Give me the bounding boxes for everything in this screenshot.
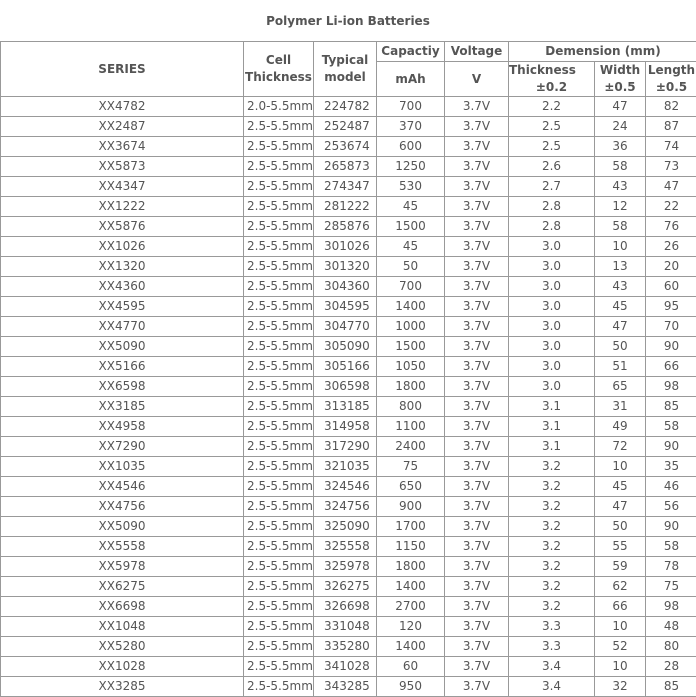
cell-width: 12	[595, 197, 646, 217]
cell-voltage: 3.7V	[445, 457, 509, 477]
cell-series: XX5166	[1, 357, 244, 377]
cell-length: 85	[646, 397, 696, 417]
cell-thickness: 2.7	[509, 177, 595, 197]
cell-capacity: 1150	[377, 537, 445, 557]
cell-capacity: 1500	[377, 337, 445, 357]
table-row	[1, 477, 696, 497]
cell-length: 78	[646, 557, 696, 577]
cell-length: 70	[646, 317, 696, 337]
table-row	[1, 657, 696, 677]
cell-series: XX1028	[1, 657, 244, 677]
cell-cell-thickness: 2.5-5.5mm	[244, 137, 314, 157]
cell-typical-model: 304360	[314, 277, 377, 297]
cell-cell-thickness: 2.5-5.5mm	[244, 457, 314, 477]
cell-length: 82	[646, 97, 696, 117]
cell-width: 58	[595, 157, 646, 177]
cell-width: 10	[595, 237, 646, 257]
table-row	[1, 497, 696, 517]
cell-typical-model: 325090	[314, 517, 377, 537]
cell-length: 60	[646, 277, 696, 297]
cell-capacity: 2400	[377, 437, 445, 457]
cell-capacity: 45	[377, 197, 445, 217]
cell-capacity: 1400	[377, 577, 445, 597]
cell-thickness: 3.0	[509, 297, 595, 317]
cell-capacity: 1700	[377, 517, 445, 537]
cell-voltage: 3.7V	[445, 517, 509, 537]
cell-voltage: 3.7V	[445, 97, 509, 117]
cell-voltage: 3.7V	[445, 157, 509, 177]
cell-cell-thickness: 2.5-5.5mm	[244, 657, 314, 677]
table-row	[1, 637, 696, 657]
cell-cell-thickness: 2.5-5.5mm	[244, 417, 314, 437]
cell-length: 85	[646, 677, 696, 697]
cell-voltage: 3.7V	[445, 377, 509, 397]
table-row	[1, 97, 696, 117]
cell-length: 58	[646, 537, 696, 557]
header-thickness: Thickness	[509, 62, 595, 80]
cell-capacity: 1250	[377, 157, 445, 177]
cell-length: 48	[646, 617, 696, 637]
table-row	[1, 617, 696, 637]
table-row	[1, 317, 696, 337]
table-row	[1, 257, 696, 277]
cell-cell-thickness: 2.5-5.5mm	[244, 617, 314, 637]
cell-series: XX3185	[1, 397, 244, 417]
cell-voltage: 3.7V	[445, 237, 509, 257]
header-voltage-unit: V	[445, 62, 509, 97]
cell-thickness: 3.0	[509, 277, 595, 297]
cell-cell-thickness: 2.5-5.5mm	[244, 577, 314, 597]
cell-length: 90	[646, 437, 696, 457]
cell-typical-model: 325558	[314, 537, 377, 557]
table-row	[1, 337, 696, 357]
cell-cell-thickness: 2.5-5.5mm	[244, 677, 314, 697]
cell-capacity: 1400	[377, 297, 445, 317]
cell-cell-thickness: 2.5-5.5mm	[244, 637, 314, 657]
cell-thickness: 3.0	[509, 337, 595, 357]
cell-capacity: 60	[377, 657, 445, 677]
cell-capacity: 50	[377, 257, 445, 277]
header-length-tol: ±0.5	[646, 79, 696, 97]
cell-thickness: 3.2	[509, 457, 595, 477]
cell-series: XX6598	[1, 377, 244, 397]
cell-voltage: 3.7V	[445, 557, 509, 577]
cell-series: XX7290	[1, 437, 244, 457]
cell-thickness: 2.5	[509, 117, 595, 137]
cell-voltage: 3.7V	[445, 397, 509, 417]
table-row	[1, 217, 696, 237]
cell-width: 55	[595, 537, 646, 557]
cell-typical-model: 341028	[314, 657, 377, 677]
cell-width: 32	[595, 677, 646, 697]
cell-cell-thickness: 2.0-5.5mm	[244, 97, 314, 117]
cell-thickness: 2.5	[509, 137, 595, 157]
cell-cell-thickness: 2.5-5.5mm	[244, 237, 314, 257]
cell-voltage: 3.7V	[445, 177, 509, 197]
cell-voltage: 3.7V	[445, 657, 509, 677]
cell-capacity: 530	[377, 177, 445, 197]
cell-typical-model: 301320	[314, 257, 377, 277]
cell-voltage: 3.7V	[445, 137, 509, 157]
cell-typical-model: 321035	[314, 457, 377, 477]
cell-length: 35	[646, 457, 696, 477]
cell-width: 47	[595, 497, 646, 517]
cell-length: 98	[646, 597, 696, 617]
cell-cell-thickness: 2.5-5.5mm	[244, 437, 314, 457]
cell-thickness: 3.2	[509, 577, 595, 597]
cell-length: 58	[646, 417, 696, 437]
cell-capacity: 650	[377, 477, 445, 497]
cell-series: XX4958	[1, 417, 244, 437]
cell-cell-thickness: 2.5-5.5mm	[244, 217, 314, 237]
cell-width: 31	[595, 397, 646, 417]
table-row	[1, 677, 696, 697]
cell-cell-thickness: 2.5-5.5mm	[244, 117, 314, 137]
cell-thickness: 3.1	[509, 397, 595, 417]
header-typical-model	[314, 42, 377, 97]
cell-cell-thickness: 2.5-5.5mm	[244, 537, 314, 557]
table-row	[1, 417, 696, 437]
cell-length: 76	[646, 217, 696, 237]
cell-typical-model: 335280	[314, 637, 377, 657]
cell-capacity: 45	[377, 237, 445, 257]
cell-width: 51	[595, 357, 646, 377]
cell-thickness: 3.2	[509, 517, 595, 537]
cell-cell-thickness: 2.5-5.5mm	[244, 377, 314, 397]
cell-width: 45	[595, 297, 646, 317]
cell-series: XX5090	[1, 337, 244, 357]
cell-length: 47	[646, 177, 696, 197]
cell-length: 66	[646, 357, 696, 377]
cell-typical-model: 305166	[314, 357, 377, 377]
cell-length: 98	[646, 377, 696, 397]
cell-series: XX1035	[1, 457, 244, 477]
cell-cell-thickness: 2.5-5.5mm	[244, 337, 314, 357]
cell-width: 43	[595, 177, 646, 197]
cell-cell-thickness: 2.5-5.5mm	[244, 357, 314, 377]
cell-voltage: 3.7V	[445, 437, 509, 457]
cell-capacity: 800	[377, 397, 445, 417]
cell-series: XX4347	[1, 177, 244, 197]
cell-thickness: 3.1	[509, 417, 595, 437]
cell-length: 90	[646, 517, 696, 537]
cell-width: 58	[595, 217, 646, 237]
battery-table	[0, 41, 696, 697]
cell-thickness: 3.0	[509, 377, 595, 397]
cell-typical-model: 305090	[314, 337, 377, 357]
cell-typical-model: 317290	[314, 437, 377, 457]
cell-capacity: 75	[377, 457, 445, 477]
cell-series: XX1222	[1, 197, 244, 217]
cell-length: 46	[646, 477, 696, 497]
table-row	[1, 457, 696, 477]
cell-typical-model: 301026	[314, 237, 377, 257]
cell-voltage: 3.7V	[445, 597, 509, 617]
cell-thickness: 3.2	[509, 537, 595, 557]
cell-voltage: 3.7V	[445, 417, 509, 437]
table-row	[1, 237, 696, 257]
cell-typical-model: 331048	[314, 617, 377, 637]
cell-length: 26	[646, 237, 696, 257]
table-header	[1, 42, 696, 97]
table-row	[1, 117, 696, 137]
cell-typical-model: 343285	[314, 677, 377, 697]
cell-series: XX1026	[1, 237, 244, 257]
cell-capacity: 1050	[377, 357, 445, 377]
table-row	[1, 157, 696, 177]
cell-typical-model: 314958	[314, 417, 377, 437]
cell-capacity: 950	[377, 677, 445, 697]
cell-capacity: 1800	[377, 377, 445, 397]
cell-voltage: 3.7V	[445, 497, 509, 517]
cell-cell-thickness: 2.5-5.5mm	[244, 157, 314, 177]
cell-typical-model: 224782	[314, 97, 377, 117]
cell-series: XX5876	[1, 217, 244, 237]
cell-thickness: 2.6	[509, 157, 595, 177]
cell-voltage: 3.7V	[445, 637, 509, 657]
header-voltage: Voltage	[445, 42, 509, 62]
cell-width: 13	[595, 257, 646, 277]
header-width-tol: ±0.5	[595, 79, 646, 97]
cell-thickness: 3.0	[509, 317, 595, 337]
cell-length: 73	[646, 157, 696, 177]
cell-typical-model: 324546	[314, 477, 377, 497]
cell-capacity: 700	[377, 97, 445, 117]
cell-thickness: 3.0	[509, 237, 595, 257]
cell-series: XX5873	[1, 157, 244, 177]
cell-voltage: 3.7V	[445, 477, 509, 497]
cell-width: 10	[595, 657, 646, 677]
cell-capacity: 600	[377, 137, 445, 157]
cell-cell-thickness: 2.5-5.5mm	[244, 557, 314, 577]
cell-capacity: 1400	[377, 637, 445, 657]
table-row	[1, 277, 696, 297]
cell-length: 95	[646, 297, 696, 317]
header-cell-thickness	[244, 42, 314, 97]
cell-cell-thickness: 2.5-5.5mm	[244, 517, 314, 537]
cell-typical-model: 285876	[314, 217, 377, 237]
cell-width: 59	[595, 557, 646, 577]
cell-width: 66	[595, 597, 646, 617]
cell-width: 47	[595, 97, 646, 117]
table-row	[1, 517, 696, 537]
cell-length: 28	[646, 657, 696, 677]
cell-series: XX5978	[1, 557, 244, 577]
cell-voltage: 3.7V	[445, 357, 509, 377]
header-capacity: Capactiy	[377, 42, 445, 62]
header-length: Length	[646, 62, 696, 80]
cell-series: XX1048	[1, 617, 244, 637]
cell-voltage: 3.7V	[445, 337, 509, 357]
header-series: SERIES	[1, 42, 244, 97]
cell-cell-thickness: 2.5-5.5mm	[244, 257, 314, 277]
header-dimension: Demension (mm)	[509, 42, 696, 62]
cell-voltage: 3.7V	[445, 197, 509, 217]
header-capacity-unit: mAh	[377, 62, 445, 97]
cell-length: 80	[646, 637, 696, 657]
cell-cell-thickness: 2.5-5.5mm	[244, 497, 314, 517]
cell-voltage: 3.7V	[445, 577, 509, 597]
cell-width: 45	[595, 477, 646, 497]
table-row	[1, 357, 696, 377]
cell-capacity: 120	[377, 617, 445, 637]
cell-length: 22	[646, 197, 696, 217]
cell-length: 75	[646, 577, 696, 597]
cell-voltage: 3.7V	[445, 257, 509, 277]
cell-series: XX5090	[1, 517, 244, 537]
cell-typical-model: 304595	[314, 297, 377, 317]
cell-cell-thickness: 2.5-5.5mm	[244, 477, 314, 497]
cell-typical-model: 304770	[314, 317, 377, 337]
cell-typical-model: 274347	[314, 177, 377, 197]
cell-cell-thickness: 2.5-5.5mm	[244, 397, 314, 417]
cell-typical-model: 306598	[314, 377, 377, 397]
cell-typical-model: 281222	[314, 197, 377, 217]
cell-width: 72	[595, 437, 646, 457]
cell-thickness: 3.0	[509, 357, 595, 377]
table-row	[1, 597, 696, 617]
table-row	[1, 137, 696, 157]
page-title: Polymer Li-ion Batteries	[266, 14, 430, 28]
cell-cell-thickness: 2.5-5.5mm	[244, 277, 314, 297]
table-row	[1, 437, 696, 457]
cell-width: 47	[595, 317, 646, 337]
cell-typical-model: 326275	[314, 577, 377, 597]
cell-typical-model: 253674	[314, 137, 377, 157]
cell-voltage: 3.7V	[445, 217, 509, 237]
cell-thickness: 3.1	[509, 437, 595, 457]
cell-width: 65	[595, 377, 646, 397]
cell-width: 10	[595, 617, 646, 637]
cell-capacity: 1000	[377, 317, 445, 337]
cell-series: XX4546	[1, 477, 244, 497]
cell-series: XX3674	[1, 137, 244, 157]
cell-capacity: 1100	[377, 417, 445, 437]
cell-cell-thickness: 2.5-5.5mm	[244, 297, 314, 317]
table-row	[1, 177, 696, 197]
table-row	[1, 397, 696, 417]
cell-width: 52	[595, 637, 646, 657]
cell-voltage: 3.7V	[445, 537, 509, 557]
cell-typical-model: 313185	[314, 397, 377, 417]
cell-series: XX3285	[1, 677, 244, 697]
table-row	[1, 377, 696, 397]
table-row	[1, 197, 696, 217]
cell-cell-thickness: 2.5-5.5mm	[244, 317, 314, 337]
cell-typical-model: 252487	[314, 117, 377, 137]
cell-cell-thickness: 2.5-5.5mm	[244, 177, 314, 197]
cell-width: 49	[595, 417, 646, 437]
cell-voltage: 3.7V	[445, 317, 509, 337]
cell-cell-thickness: 2.5-5.5mm	[244, 197, 314, 217]
cell-series: XX4360	[1, 277, 244, 297]
cell-width: 50	[595, 517, 646, 537]
cell-thickness: 3.2	[509, 477, 595, 497]
cell-series: XX6275	[1, 577, 244, 597]
cell-capacity: 700	[377, 277, 445, 297]
cell-width: 43	[595, 277, 646, 297]
cell-thickness: 3.2	[509, 497, 595, 517]
cell-series: XX5280	[1, 637, 244, 657]
cell-series: XX4595	[1, 297, 244, 317]
cell-thickness: 3.4	[509, 657, 595, 677]
table-body	[1, 97, 696, 697]
cell-typical-model: 325978	[314, 557, 377, 577]
cell-voltage: 3.7V	[445, 617, 509, 637]
table-row	[1, 297, 696, 317]
cell-typical-model: 326698	[314, 597, 377, 617]
cell-width: 50	[595, 337, 646, 357]
cell-length: 56	[646, 497, 696, 517]
header-thickness-tol: ±0.2	[509, 79, 595, 97]
cell-voltage: 3.7V	[445, 277, 509, 297]
cell-typical-model: 265873	[314, 157, 377, 177]
table-row	[1, 557, 696, 577]
cell-series: XX5558	[1, 537, 244, 557]
cell-capacity: 900	[377, 497, 445, 517]
cell-series: XX6698	[1, 597, 244, 617]
cell-thickness: 2.8	[509, 197, 595, 217]
cell-length: 90	[646, 337, 696, 357]
cell-thickness: 3.3	[509, 637, 595, 657]
cell-cell-thickness: 2.5-5.5mm	[244, 597, 314, 617]
cell-series: XX4782	[1, 97, 244, 117]
cell-width: 62	[595, 577, 646, 597]
cell-thickness: 2.2	[509, 97, 595, 117]
cell-thickness: 3.2	[509, 557, 595, 577]
cell-series: XX1320	[1, 257, 244, 277]
table-row	[1, 577, 696, 597]
cell-width: 10	[595, 457, 646, 477]
cell-series: XX2487	[1, 117, 244, 137]
header-width: Width	[595, 62, 646, 80]
cell-capacity: 1500	[377, 217, 445, 237]
cell-capacity: 2700	[377, 597, 445, 617]
cell-thickness: 3.0	[509, 257, 595, 277]
cell-voltage: 3.7V	[445, 117, 509, 137]
cell-capacity: 370	[377, 117, 445, 137]
cell-width: 24	[595, 117, 646, 137]
cell-length: 74	[646, 137, 696, 157]
cell-typical-model: 324756	[314, 497, 377, 517]
cell-length: 87	[646, 117, 696, 137]
cell-width: 36	[595, 137, 646, 157]
table-row	[1, 537, 696, 557]
cell-capacity: 1800	[377, 557, 445, 577]
cell-thickness: 3.3	[509, 617, 595, 637]
cell-series: XX4756	[1, 497, 244, 517]
header-cell-thickness-label: Cell Thickness	[245, 53, 312, 84]
cell-thickness: 2.8	[509, 217, 595, 237]
cell-thickness: 3.2	[509, 597, 595, 617]
cell-voltage: 3.7V	[445, 297, 509, 317]
cell-voltage: 3.7V	[445, 677, 509, 697]
header-typical-model-label: Typical model	[321, 53, 369, 84]
cell-thickness: 3.4	[509, 677, 595, 697]
cell-length: 20	[646, 257, 696, 277]
cell-series: XX4770	[1, 317, 244, 337]
